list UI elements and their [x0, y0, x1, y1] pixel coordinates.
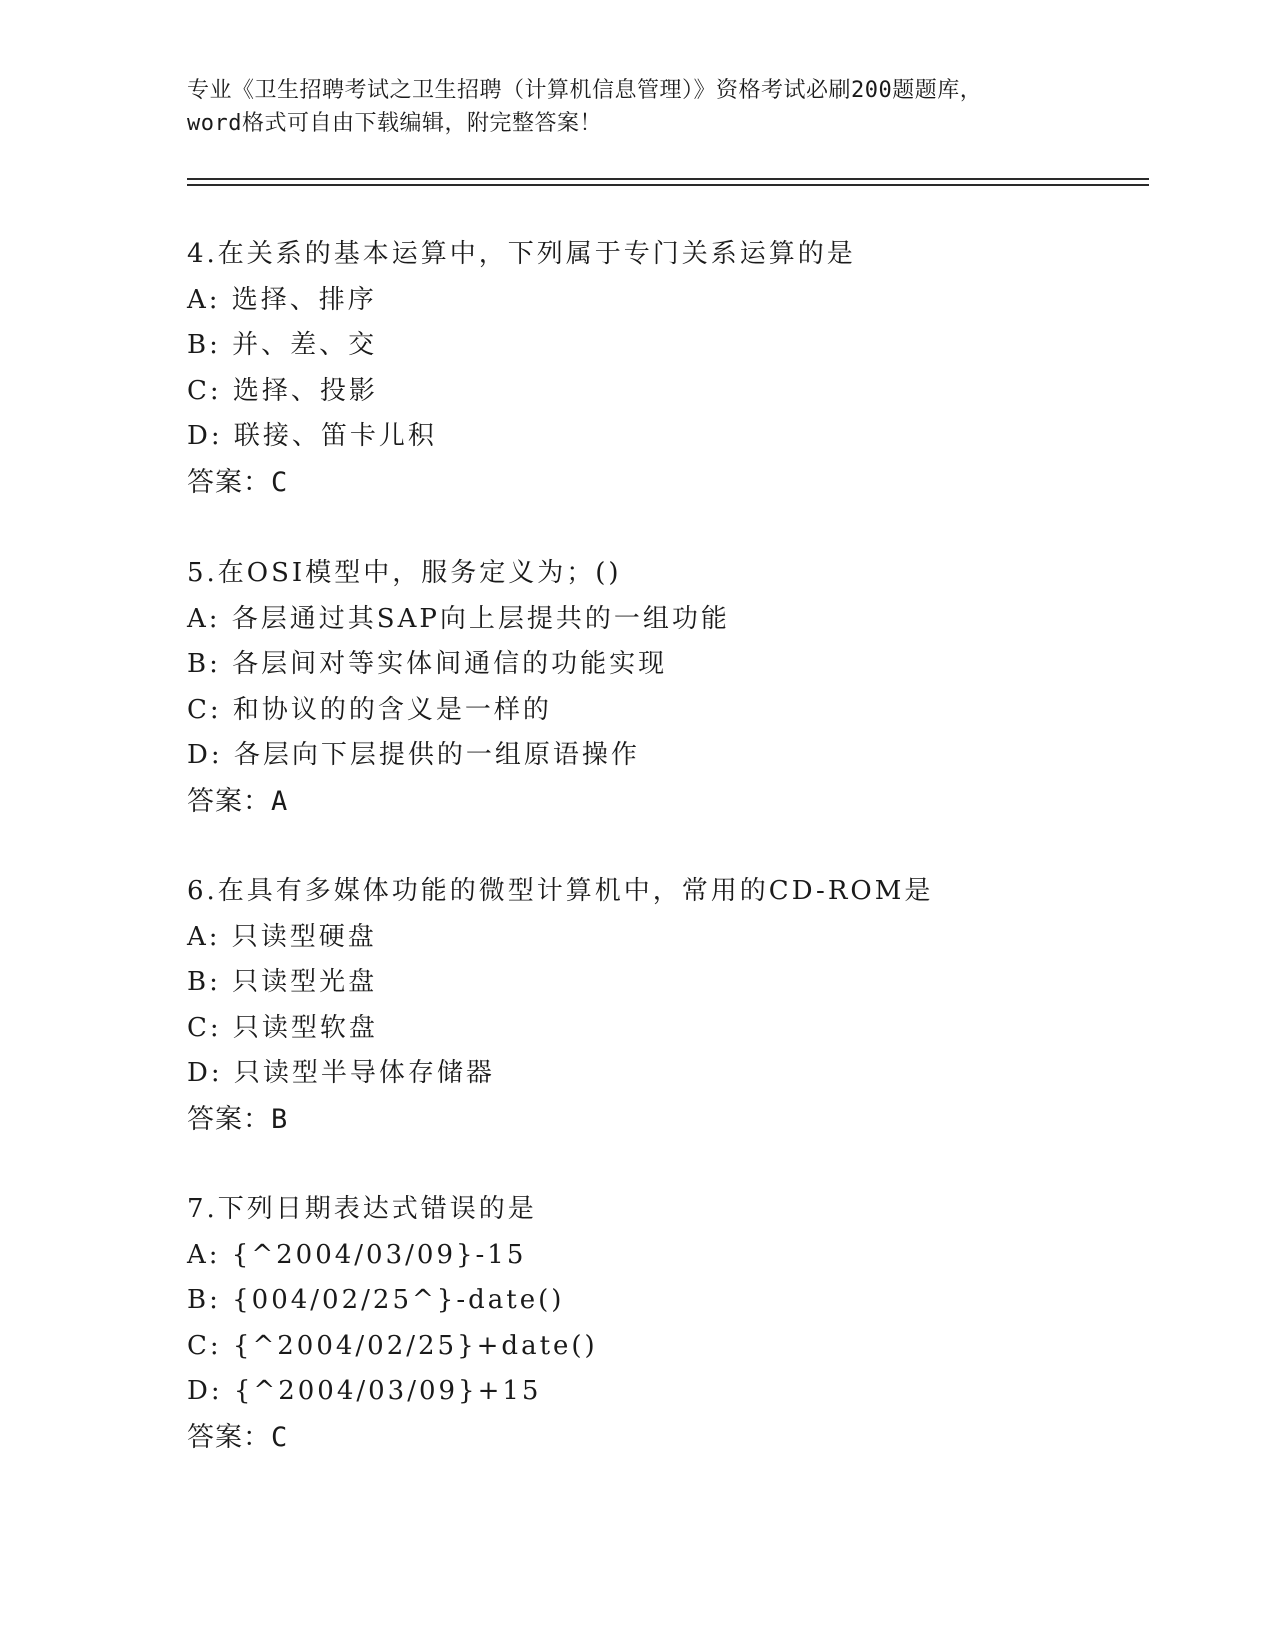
answer-line: 答案：C	[187, 1421, 289, 1453]
header-divider-top	[187, 178, 1149, 180]
option-a: A: 只读型硬盘	[187, 921, 377, 952]
header-line-1: 专业《卫生招聘考试之卫生招聘（计算机信息管理）》资格考试必刷200题题库，	[187, 78, 983, 103]
question-4	[187, 232, 1147, 505]
option-b: B: 并、差、交	[187, 330, 378, 360]
question-5	[187, 551, 1147, 824]
option-c: C: {^2004/02/25}+date()	[187, 1330, 598, 1361]
question-7	[187, 1187, 1147, 1460]
option-a: A: 各层通过其SAP向上层提共的一组功能	[187, 603, 730, 634]
header-line-2: word格式可自由下载编辑，附完整答案！	[187, 111, 602, 136]
option-a: A: 选择、排序	[187, 284, 377, 315]
answer-line: 答案：C	[187, 466, 289, 498]
option-b: B: 只读型光盘	[187, 967, 378, 997]
option-a: A: {^2004/03/09}-15	[187, 1239, 527, 1270]
question-stem: 7.下列日期表达式错误的是	[187, 1194, 537, 1224]
question-stem: 6.在具有多媒体功能的微型计算机中，常用的CD-ROM是	[187, 876, 934, 906]
answer-line: 答案：A	[187, 785, 289, 817]
option-d: D: 各层向下层提供的一组原语操作	[187, 740, 640, 770]
header-divider-bottom	[187, 184, 1149, 186]
option-b: B: {004/02/25^}-date()	[187, 1285, 565, 1315]
question-6	[187, 869, 1147, 1142]
question-stem: 5.在OSI模型中，服务定义为；()	[187, 558, 622, 588]
option-c: C: 和协议的的含义是一样的	[187, 694, 552, 725]
question-stem: 4.在关系的基本运算中，下列属于专门关系运算的是	[187, 239, 856, 269]
document-header	[187, 74, 1087, 140]
option-d: D: {^2004/03/09}+15	[187, 1376, 542, 1406]
option-b: B: 各层间对等实体间通信的功能实现	[187, 649, 668, 679]
option-d: D: 联接、笛卡儿积	[187, 421, 437, 451]
option-d: D: 只读型半导体存储器	[187, 1058, 495, 1088]
answer-line: 答案：B	[187, 1103, 289, 1135]
option-c: C: 选择、投影	[187, 375, 378, 406]
option-c: C: 只读型软盘	[187, 1012, 378, 1043]
